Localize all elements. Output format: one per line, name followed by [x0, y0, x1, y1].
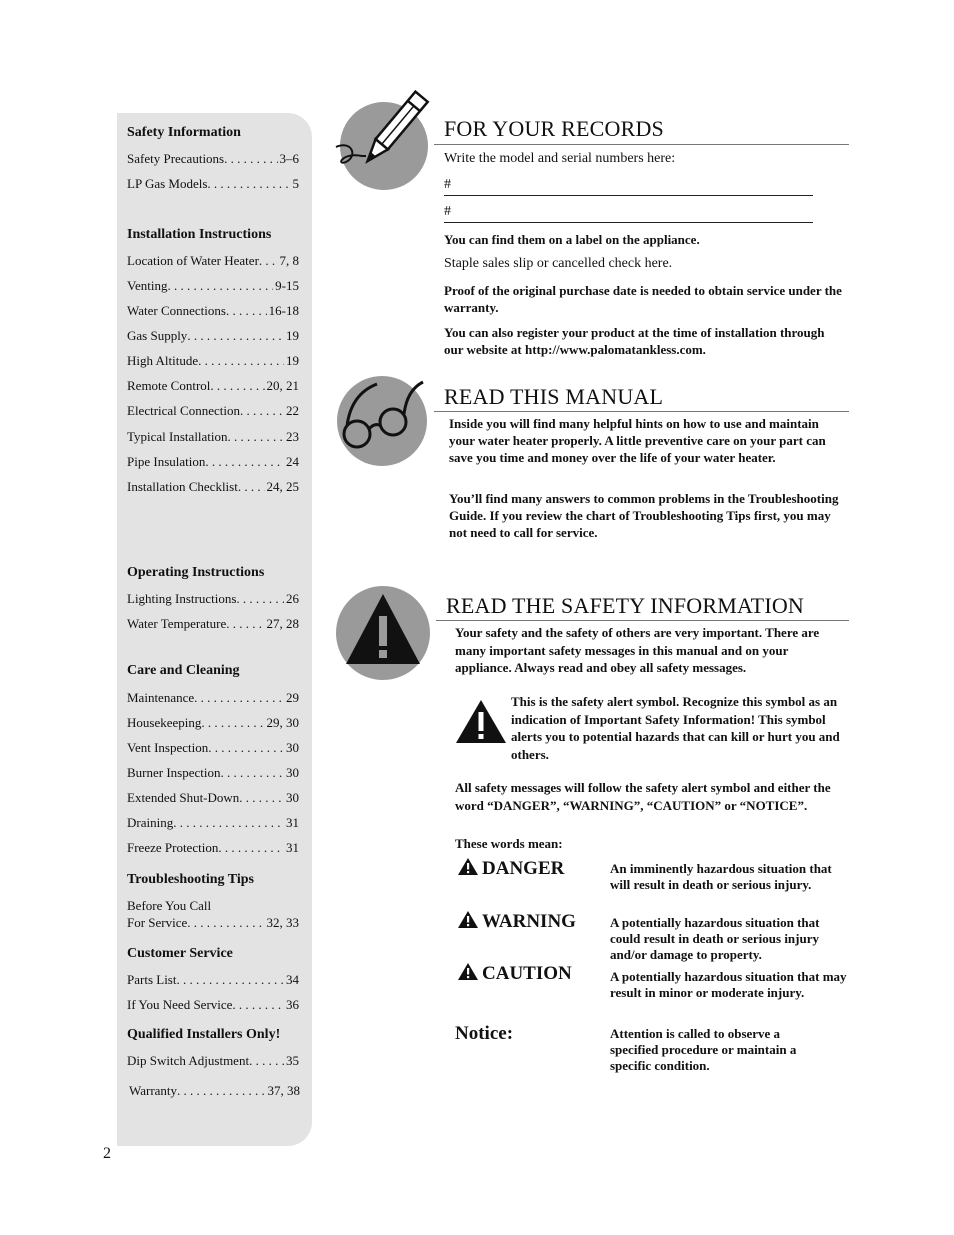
toc-entry[interactable]: Before You Call For Service . . . 32, 33 — [127, 897, 299, 931]
label-note: You can find them on a label on the appliance. — [444, 232, 700, 247]
warning-signal: WARNING — [458, 911, 576, 933]
toc-entry[interactable]: Freeze Protection . . . 31 — [127, 840, 299, 856]
safety-intro: Your safety and the safety of others are very important. There are many important safety messages in this manual and on your appliance. Always read and obey all safety messages. — [455, 625, 820, 675]
toc-section-title: Operating Instructions — [127, 565, 265, 580]
model-number-field[interactable] — [444, 195, 813, 196]
manual-rule — [434, 411, 849, 412]
toc-section-title: Installation Instructions — [127, 227, 272, 242]
serial-number-field[interactable] — [444, 222, 813, 223]
toc-entry[interactable]: Location of Water Heater . . . 7, 8 — [127, 253, 299, 269]
toc-entry[interactable]: Remote Control . . . 20, 21 — [127, 378, 299, 394]
manual-paragraph-2: You’ll find many answers to common problems in the Troubleshooting Guide. If you review the chart of Troubleshooting Tips first, you may not need to call for service. — [449, 491, 839, 540]
toc-entry[interactable]: Maintenance . . . 29 — [127, 690, 299, 706]
warning-icon — [336, 586, 430, 680]
words-mean-label: These words mean: — [455, 836, 563, 851]
model-number-label: # — [444, 177, 451, 192]
records-intro: Write the model and serial numbers here: — [444, 151, 676, 166]
records-heading: FOR YOUR RECORDS — [444, 116, 664, 141]
toc-entry[interactable]: LP Gas Models . . . 5 — [127, 176, 299, 192]
proof-note: Proof of the original purchase date is needed to obtain service under the warranty. — [444, 283, 842, 315]
safety-follow-text: All safety messages will follow the safety alert symbol and either the word “DANGER”, “WARNING”, “CAUTION” or “NOTICE”. — [455, 780, 831, 813]
pencil-icon — [340, 102, 428, 190]
danger-signal: DANGER — [458, 858, 564, 880]
toc-entry[interactable]: Warranty . . . 37, 38 — [129, 1083, 300, 1099]
toc-entry[interactable]: Parts List . . . 34 — [127, 972, 299, 988]
safety-rule — [436, 620, 849, 621]
toc-entry[interactable]: Housekeeping . . . 29, 30 — [127, 715, 299, 731]
page-number: 2 — [103, 1145, 111, 1162]
toc-section-title: Troubleshooting Tips — [127, 872, 254, 887]
alert-triangle-icon — [458, 858, 478, 875]
staple-note: Staple sales slip or cancelled check here. — [444, 256, 673, 271]
glasses-icon — [337, 376, 427, 466]
toc-section-title: Care and Cleaning — [127, 663, 240, 678]
toc-entry[interactable]: Electrical Connection . . . 22 — [127, 403, 299, 419]
manual-paragraph-1: Inside you will find many helpful hints on how to use and maintain your water heater properly. A little preventive care on your part can save you time and money over the life of your water heater. — [449, 416, 826, 465]
danger-description: An imminently hazardous situation that will result in death or serious injury. — [610, 861, 832, 892]
safety-alert-text: This is the safety alert symbol. Recognize this symbol as an indication of Important Safety Information! This symbol alerts you to potential hazards that can kill or hurt you and others. — [511, 694, 840, 762]
toc-section-title: Safety Information — [127, 125, 241, 140]
notice-description: Attention is called to observe a specified procedure or maintain a specific condition. — [610, 1026, 797, 1073]
toc-entry[interactable]: Pipe Insulation . . . 24 — [127, 454, 299, 470]
manual-heading: READ THIS MANUAL — [444, 384, 664, 409]
serial-number-label: # — [444, 204, 451, 219]
caution-signal: CAUTION — [458, 963, 572, 985]
toc-entry[interactable]: Lighting Instructions . . . 26 — [127, 591, 299, 607]
toc-entry[interactable]: High Altitude . . . 19 — [127, 353, 299, 369]
safety-alert-icon — [455, 699, 507, 750]
toc-entry[interactable]: Draining . . . 31 — [127, 815, 299, 831]
alert-triangle-icon — [458, 963, 478, 980]
alert-triangle-icon — [458, 911, 478, 928]
toc-entry[interactable]: Water Connections . . . 16-18 — [127, 303, 299, 319]
register-note: You can also register your product at the time of installation through our website at http://www.palomatankless.com. — [444, 325, 825, 357]
toc-entry[interactable]: Venting . . . 9-15 — [127, 278, 299, 294]
toc-section-title: Qualified Installers Only! — [127, 1027, 281, 1042]
records-rule — [434, 144, 849, 145]
safety-heading: READ THE SAFETY INFORMATION — [446, 593, 805, 618]
notice-signal: Notice: — [455, 1023, 514, 1044]
toc-entry[interactable]: Safety Precautions . . . 3–6 — [127, 151, 299, 167]
toc-section-title: Customer Service — [127, 946, 233, 961]
toc-entry[interactable]: Dip Switch Adjustment . . . 35 — [127, 1053, 299, 1069]
toc-entry[interactable]: Gas Supply . . . 19 — [127, 328, 299, 344]
toc-entry[interactable]: Installation Checklist . . . 24, 25 — [127, 479, 299, 495]
warning-description: A potentially hazardous situation that could result in death or serious injury and/or damage to property. — [610, 915, 820, 962]
toc-entry[interactable]: Typical Installation . . . 23 — [127, 429, 299, 445]
toc-entry[interactable]: Burner Inspection . . . 30 — [127, 765, 299, 781]
toc-entry[interactable]: Water Temperature . . . 27, 28 — [127, 616, 299, 632]
toc-entry[interactable]: Vent Inspection . . . 30 — [127, 740, 299, 756]
toc-entry[interactable]: If You Need Service . . . 36 — [127, 997, 299, 1013]
toc-entry[interactable]: Extended Shut-Down . . . 30 — [127, 790, 299, 806]
caution-description: A potentially hazardous situation that may result in minor or moderate injury. — [610, 969, 847, 1000]
